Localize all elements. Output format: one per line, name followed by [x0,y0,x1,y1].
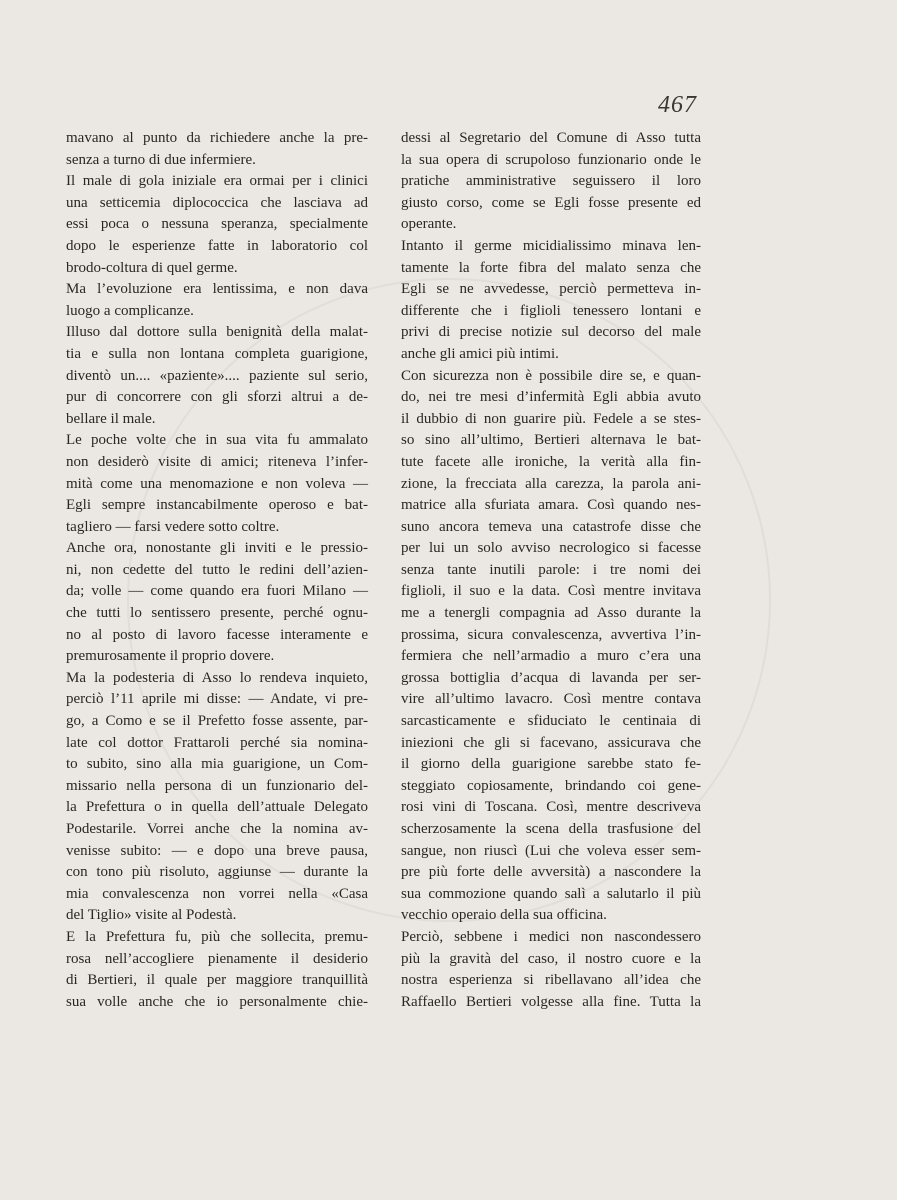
text-line: sarcasticamente e sfiduciato le centinaia di [401,713,701,730]
text-line: la Prefettura o in quella dell’attuale Delegato [66,799,368,816]
text-line: più la gravità del caso, il nostro cuore e la [401,950,701,967]
text-line: per lui un solo avviso necrologico si facesse [401,540,701,557]
text-line: dessi al Segretario del Comune di Asso tutta [401,130,701,146]
left-text-column [66,128,368,1013]
text-line: mia convalescenza non vorrei nella «Casa [66,885,368,902]
text-line: fermiera che nell’armadio a muro c’era una [401,648,701,665]
text-line: mavano al punto da richiedere anche la pre- [66,130,368,146]
text-line: go, a Como e se il Prefetto fosse assente, par- [66,713,368,730]
text-line: Le poche volte che in sua vita fu ammalato [66,432,368,449]
text-line: giusto corso, come se Egli fosse presente ed [401,194,701,211]
text-line: missario nella persona di un funzionario del- [66,777,368,794]
text-line: Intanto il germe micidialissimo minava len- [401,237,701,254]
text-line: tamente la forte fibra del malato senza che [401,259,701,276]
text-line: rosa nell’accogliere pienamente il desiderio [66,950,368,967]
text-line: Raffaello Bertieri volgesse alla fine. Tutta la [401,993,701,1010]
text-line: che tutti lo sentissero presente, perché ognu- [66,605,368,622]
text-line: Perciò, sebbene i medici non nascondessero [401,928,701,945]
text-line: bellare il male. [66,410,156,427]
text-line: vire all’ultimo lavacro. Così mentre contava [401,691,701,708]
text-line: differente che i figlioli tenessero lontani e [401,302,701,319]
text-line: so sino all’ultimo, Bertieri alternava le bat- [401,432,701,449]
text-line: figlioli, il suo e la data. Così mentre invitava [401,583,701,600]
text-line: operante. [401,216,457,233]
text-line: senza tante inutili parole: i tre nomi dei [401,561,701,578]
text-line: Egli se ne avvedesse, perciò permetteva in- [401,281,701,298]
text-line: no al posto di lavoro facesse interamente e [66,626,368,643]
text-line: anche gli amici più intimi. [401,345,559,362]
text-line: dopo le esperienze fatte in laboratorio col [66,237,368,254]
text-line: Egli sempre instancabilmente operoso e bat- [66,497,368,514]
text-line: matrice alla sfuriata amara. Così quando nes- [401,497,701,514]
text-line: il dubbio di non guarire più. Fedele a se stes- [401,410,701,427]
text-line: non desiderò visite di amici; riteneva l’infer- [66,453,368,470]
text-line: una setticemia diplococcica che lasciava ad [66,194,368,211]
right-text-column [401,128,701,1013]
text-line: di Bertieri, il quale per maggiore tranquillità [66,972,368,989]
text-line: mità come una menomazione e non voleva — [66,475,368,492]
text-line: pur di concorrere con gli sforzi altrui a de- [66,389,368,406]
text-line: pratiche amministrative seguissero il loro [401,173,701,190]
text-line: Podestarile. Vorrei anche che la nomina av- [66,821,368,837]
text-line: zione, la frecciata alla carezza, la parola ani- [401,475,701,492]
text-line: brodo-coltura di quel germe. [66,259,238,276]
text-line: tagliero — farsi vedere sotto coltre. [66,518,280,535]
text-line: Ma l’evoluzione era lentissima, e non dava [66,281,368,298]
text-line: vecchio operaio della sua officina. [401,907,607,924]
text-line: la sua opera di scrupoloso funzionario onde le [401,151,701,168]
text-line: Illuso dal dottore sulla benignità della malat- [66,324,368,341]
text-line: diventò un.... «paziente».... paziente sul serio, [66,367,368,384]
text-line: me a tenergli compagnia ad Asso durante la [401,605,701,622]
text-line: senza a turno di due infermiere. [66,151,256,168]
page-number: 467 [658,92,697,118]
text-line: Ma la podesteria di Asso lo rendeva inquieto, [66,669,368,686]
text-line: ni, non cedette del tutto le redini dell’azien- [66,561,368,578]
text-line: tute facete alle ironiche, la verità alla fin- [401,453,701,470]
text-line: suno ancora temeva una catastrofe disse che [401,518,701,535]
text-line: perciò l’11 aprile mi disse: — Andate, vi pre- [66,691,368,708]
text-line: rosi vini di Toscana. Così, mentre descriveva [401,799,701,816]
text-line: sua volle anche che io personalmente chie- [66,993,368,1010]
text-line: E la Prefettura fu, più che sollecita, premu- [66,928,368,945]
text-line: Anche ora, nonostante gli inviti e le pressio- [66,540,368,557]
text-line: scherzosamente la scena della trasfusione del [401,821,701,837]
text-line: da; volle — come quando era fuori Milano — [66,583,368,600]
text-line: steggiato copiosamente, brindando coi gene- [401,777,701,794]
text-line: prossima, sicura convalescenza, avvertiva l’in- [401,626,701,643]
text-line: privi di precise notizie sul decorso del male [401,324,701,341]
text-line: il giorno della guarigione sarebbe stato fe- [401,756,701,773]
text-line: tia e sulla non lontana completa guarigione, [66,345,368,362]
text-line: essi poca o nessuna speranza, specialmente [66,216,368,233]
text-line: con tono più risoluto, aggiunse — durante la [66,864,368,881]
text-line: iniezioni che gli si facevano, assicurava che [401,734,701,751]
text-line: venisse subito: — e dopo una breve pausa, [66,842,368,859]
text-line: do, nei tre mesi d’infermità Egli abbia avuto [401,389,701,406]
text-line: del Tiglio» visite al Podestà. [66,907,237,924]
text-line: nostra esperienza si ribellavano all’idea che [401,972,701,989]
text-line: pre più forte delle avversità) a nascondere la [401,864,701,881]
text-line: premurosamente il proprio dovere. [66,648,275,665]
text-line: sua commozione quando salì a salutarlo il più [401,885,701,902]
text-line: Il male di gola iniziale era ormai per i clinici [66,173,368,190]
text-line: grossa bottiglia d’acqua di lavanda per ser- [401,669,701,686]
text-line: late col dottor Frattaroli perché sia nomina- [66,734,368,751]
text-line: to subito, sino alla mia guarigione, un Com- [66,756,368,773]
text-line: sangue, non riuscì (Lui che voleva esser sem- [401,842,701,859]
text-line: luogo a complicanze. [66,302,194,319]
text-line: Con sicurezza non è possibile dire se, e quan- [401,367,701,384]
